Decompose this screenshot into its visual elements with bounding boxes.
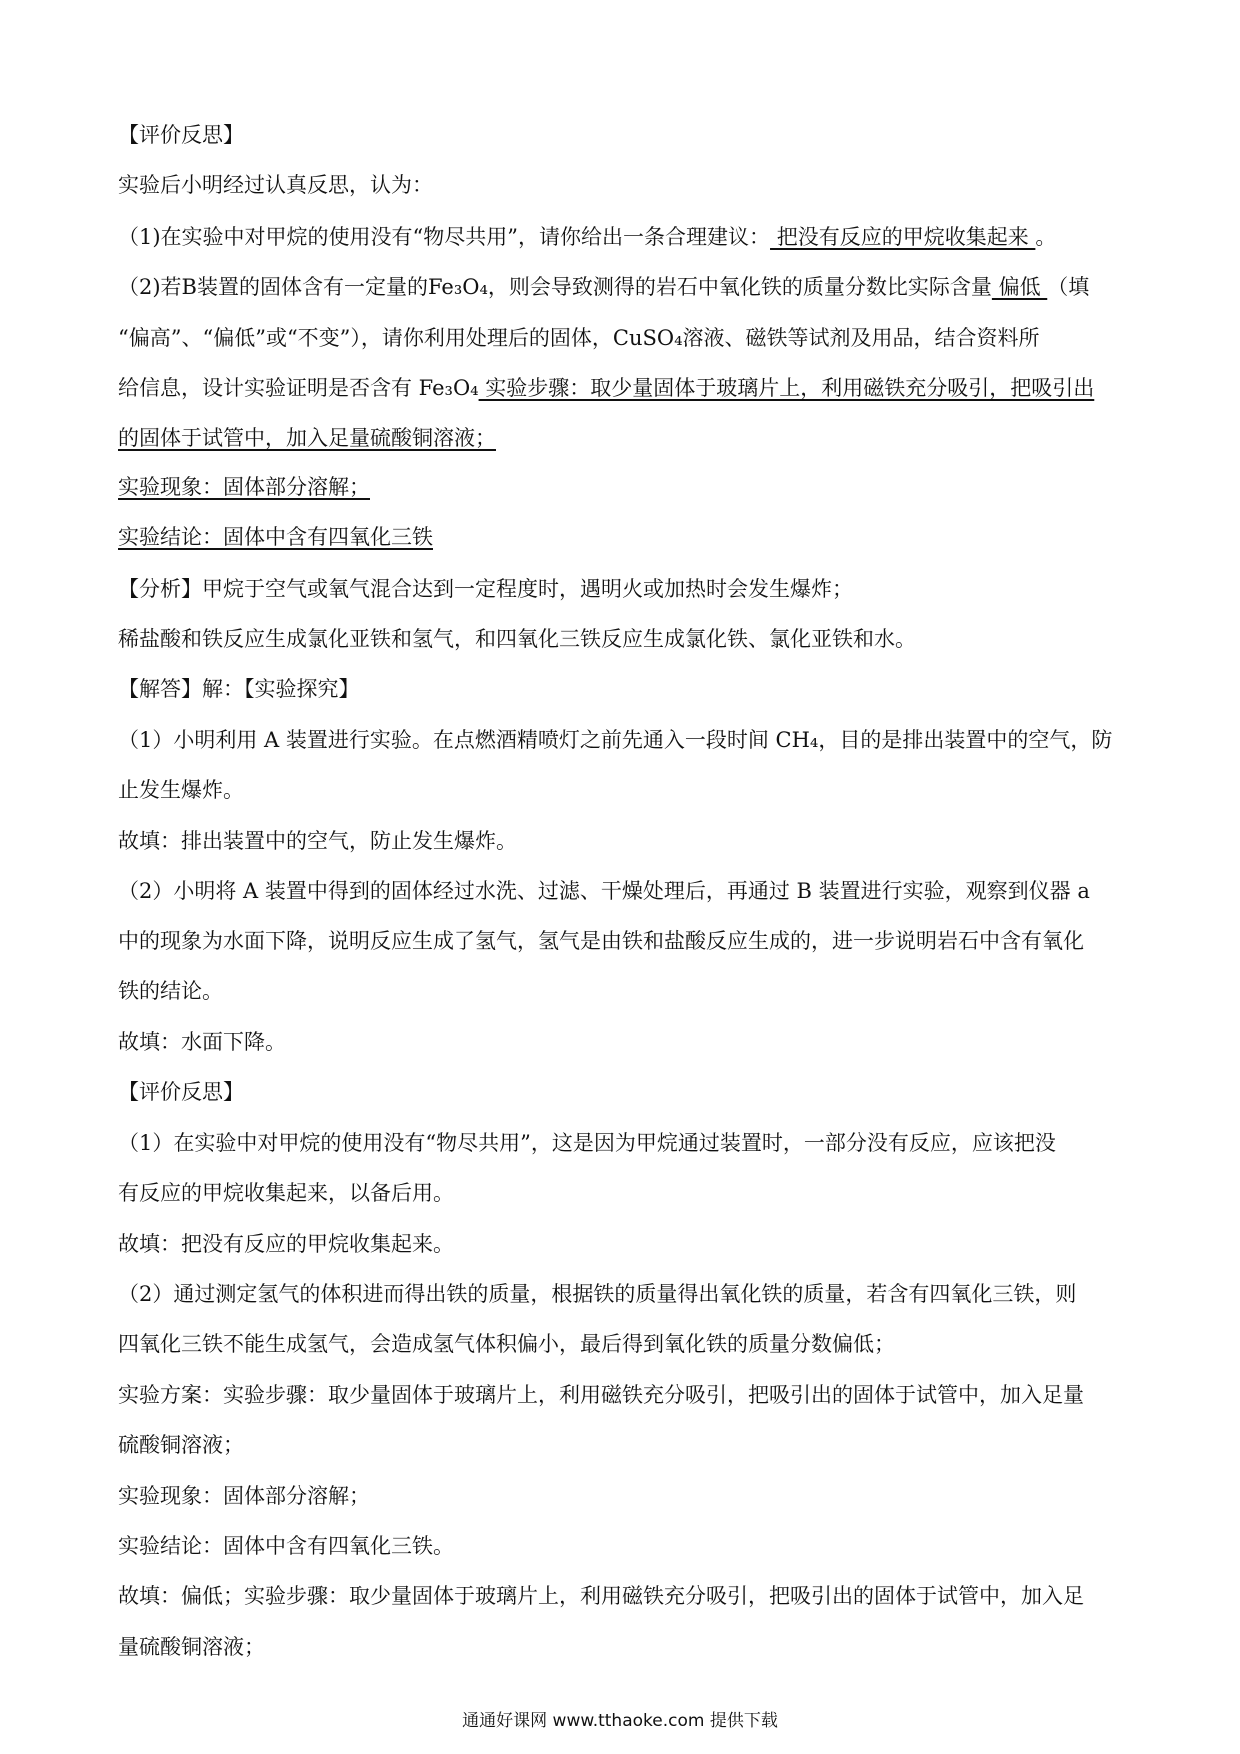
text-line: 实验结论：固体中含有四氧化三铁。 (118, 1534, 454, 1558)
text-line: 【评价反思】 (118, 1080, 244, 1104)
text-line: 【分析】甲烷于空气或氧气混合达到一定程度时，遇明火或加热时会发生爆炸； (118, 577, 853, 601)
text-line: （1）小明利用 A 装置进行实验。在点燃酒精喷灯之前先通入一段时间 CH₄，目的是排出装置中的空气，防 (118, 728, 1113, 752)
text-line: 故填：水面下降。 (118, 1030, 286, 1054)
paragraph-line (118, 522, 1128, 552)
paragraph-line (118, 1430, 1128, 1460)
footer-text: 通通好课网 www.tthaoke.com 提供下载 (462, 1711, 778, 1731)
question-1-line (118, 222, 1128, 252)
text-line: 给信息，设计实验证明是否含有 Fe₃O₄ (118, 376, 479, 400)
paragraph-line (118, 1481, 1128, 1511)
text-line: （填 (1047, 275, 1090, 299)
text-line: 。 (1035, 225, 1057, 249)
paragraph-line (118, 170, 1128, 200)
paragraph-line (118, 725, 1128, 755)
paragraph-line (118, 1531, 1128, 1561)
text-line: 止发生爆炸。 (118, 778, 244, 802)
paragraph-line (118, 323, 1128, 353)
text-line: 铁的结论。 (118, 979, 223, 1003)
text-line: 四氧化三铁不能生成氢气，会造成氢气体积偏小，最后得到氧化铁的质量分数偏低； (118, 1332, 895, 1356)
text-line: 有反应的甲烷收集起来，以备后用。 (118, 1181, 454, 1205)
text-line: （1)在实验中对甲烷的使用没有“物尽共用”，请你给出一条合理建议： (118, 225, 771, 249)
answer-blank: 实验现象：固体部分溶解； (118, 475, 370, 499)
analysis-line (118, 574, 1128, 604)
text-line: 稀盐酸和铁反应生成氯化亚铁和氢气，和四氧化三铁反应生成氯化铁、氯化亚铁和水。 (118, 627, 916, 651)
paragraph-line (118, 1128, 1128, 1158)
paragraph-line (118, 1279, 1128, 1309)
answer-blank: 实验结论：固体中含有四氧化三铁 (118, 525, 433, 549)
text-line: （2)若B装置的固体含有一定量的Fe₃O₄，则会导致测得的岩石中氧化铁的质量分数比实际含量 (118, 275, 992, 299)
paragraph-line (118, 1229, 1128, 1259)
answer-blank: 实验步骤：取少量固体于玻璃片上，利用磁铁充分吸引，把吸引出 (478, 376, 1095, 400)
paragraph-line (118, 1178, 1128, 1208)
answer-blank: 的固体于试管中，加入足量硫酸铜溶液； (118, 426, 496, 450)
question-2-line (118, 272, 1128, 302)
solution-heading (118, 674, 1128, 704)
paragraph-line (118, 1380, 1128, 1410)
paragraph-line (118, 423, 1128, 453)
section-heading-evaluation (118, 1077, 1128, 1107)
paragraph-line (118, 472, 1128, 502)
text-line: 故填：偏低；实验步骤：取少量固体于玻璃片上，利用磁铁充分吸引，把吸引出的固体于试管中，加入足 (118, 1584, 1084, 1608)
text-line: （2）小明将 A 装置中得到的固体经过水洗、过滤、干燥处理后，再通过 B 装置进行实验，观察到仪器 a (118, 879, 1090, 903)
section-heading-evaluation (118, 120, 1128, 150)
paragraph-line (118, 1581, 1128, 1611)
paragraph-line (118, 1632, 1128, 1662)
paragraph-line (118, 826, 1128, 856)
paragraph-line (118, 373, 1128, 403)
paragraph-line (118, 775, 1128, 805)
text-line: 【评价反思】 (118, 123, 244, 147)
paragraph-line (118, 926, 1128, 956)
text-line: （2）通过测定氢气的体积进而得出铁的质量，根据铁的质量得出氧化铁的质量，若含有四氧化三铁，则 (118, 1282, 1077, 1306)
answer-blank: 偏低 (991, 275, 1048, 299)
paragraph-line (118, 1329, 1128, 1359)
text-line: 【解答】解：【实验探究】 (118, 677, 360, 701)
paragraph-line (118, 1027, 1128, 1057)
paragraph-line (118, 624, 1128, 654)
text-line: 实验方案：实验步骤：取少量固体于玻璃片上，利用磁铁充分吸引，把吸引出的固体于试管中，加入足量 (118, 1383, 1084, 1407)
paragraph-line (118, 976, 1128, 1006)
text-line: “偏高”、“偏低”或“不变”），请你利用处理后的固体，CuSO₄溶液、磁铁等试剂及用品，结合资料所 (118, 326, 1040, 350)
answer-blank: 把没有反应的甲烷收集起来 (770, 225, 1036, 249)
text-line: 故填：把没有反应的甲烷收集起来。 (118, 1232, 454, 1256)
text-line: 中的现象为水面下降，说明反应生成了氢气，氢气是由铁和盐酸反应生成的，进一步说明岩石中含有氧化 (118, 929, 1084, 953)
paragraph-line (118, 876, 1128, 906)
text-line: 硫酸铜溶液； (118, 1433, 244, 1457)
text-line: （1）在实验中对甲烷的使用没有“物尽共用”，这是因为甲烷通过装置时，一部分没有反应，应该把没 (118, 1131, 1056, 1155)
page-footer (0, 1706, 1240, 1731)
text-line: 实验现象：固体部分溶解； (118, 1484, 370, 1508)
text-line: 量硫酸铜溶液； (118, 1635, 265, 1659)
text-line: 故填：排出装置中的空气，防止发生爆炸。 (118, 829, 517, 853)
text-line: 实验后小明经过认真反思，认为： (118, 173, 433, 197)
